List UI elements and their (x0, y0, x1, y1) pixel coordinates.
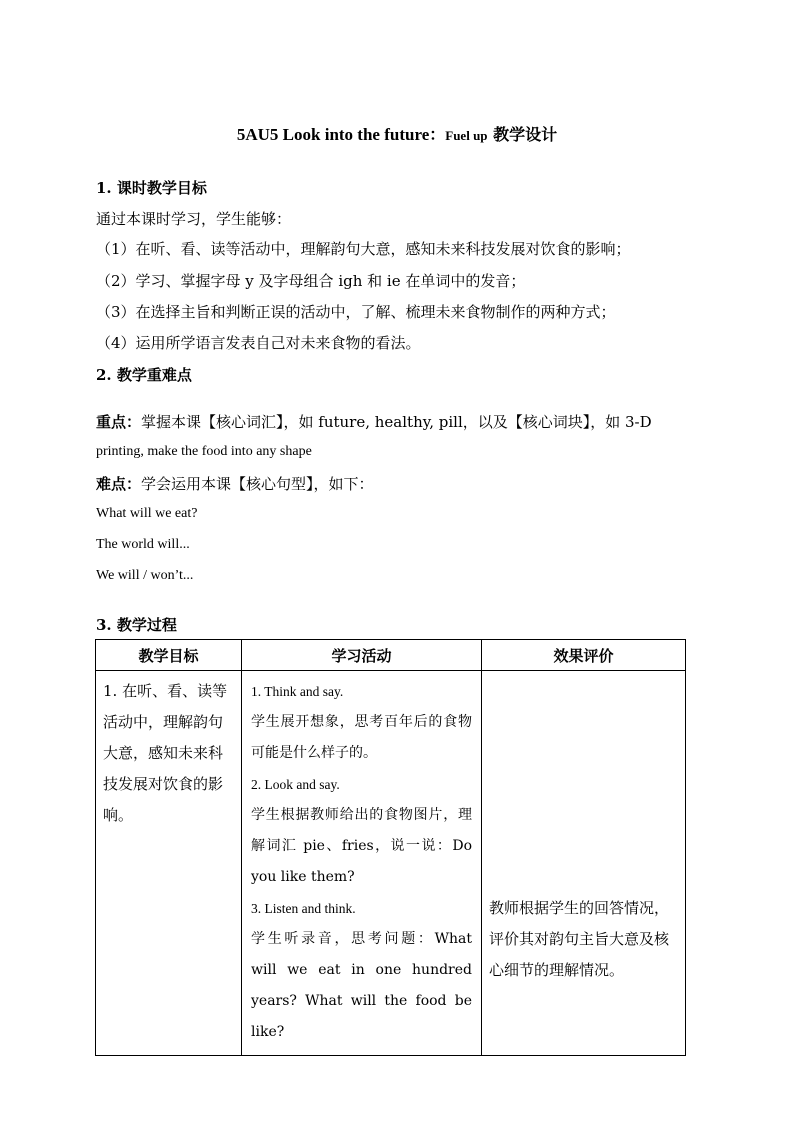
evaluation-cell (482, 671, 686, 1056)
header-activity: 学习活动 (242, 640, 482, 671)
difficulty-label: 难点： (96, 475, 142, 493)
section1-heading: 1. 课时教学目标 (96, 179, 207, 197)
activity-2-desc: 学生根据教师给出的食物图片，理解词汇 pie、fries，说一说：Do you like them? (251, 807, 472, 885)
activity-3-desc: 学生听录音，思考问题：What will we eat in one hundred years? What will the food be like? (251, 931, 472, 1040)
header-objective: 教学目标 (96, 640, 242, 671)
activity-2-title: 2. Look and say. (251, 777, 340, 792)
pattern-1: What will we eat? (96, 506, 198, 521)
section1-intro: 通过本课时学习，学生能够： (96, 210, 292, 228)
activity-cell (242, 671, 482, 1056)
activity-3-title: 3. Listen and think. (251, 901, 356, 916)
key-points-line1 (96, 411, 652, 432)
objective-cell (96, 671, 242, 1056)
activity-list (243, 672, 480, 1054)
goal-4: （4）运用所学语言发表自己对未来食物的看法。 (96, 334, 421, 352)
activity-1-desc: 学生展开想象，思考百年后的食物可能是什么样子的。 (251, 714, 472, 761)
title-subtitle: Fuel up (445, 128, 488, 143)
table-row (96, 671, 686, 1056)
section2-heading: 2. 教学重难点 (96, 366, 192, 384)
pattern-3: We will / won’t... (96, 568, 194, 583)
evaluation-text: 教师根据学生的回答情况，评价其对韵句主旨大意及核心细节的理解情况。 (489, 899, 670, 979)
goal-1: （1）在听、看、读等活动中，理解韵句大意，感知未来科技发展对饮食的影响； (96, 240, 631, 258)
title-separator: ： (429, 125, 446, 144)
section3-heading: 3. 教学过程 (96, 616, 177, 634)
document-title (0, 122, 794, 145)
pattern-2: The world will... (96, 537, 190, 552)
difficulty-text: 学会运用本课【核心句型】，如下： (141, 475, 374, 493)
key-text-1: 掌握本课【核心词汇】，如 future, healthy, pill，以及【核心词块】，如 3-D (141, 413, 652, 431)
objective-text: 1. 在听、看、读等活动中，理解韵句大意，感知未来科技发展对饮食的影响。 (103, 682, 228, 824)
key-points-line2: printing, make the food into any shape (96, 444, 312, 459)
goal-2: （2）学习、掌握字母 y 及字母组合 igh 和 ie 在单词中的发音； (96, 272, 526, 290)
difficulty-line (96, 473, 374, 494)
title-english: 5AU5 Look into the future (236, 125, 430, 144)
title-chinese: 教学设计 (487, 125, 558, 144)
key-label: 重点： (96, 413, 142, 431)
activity-1-title: 1. Think and say. (251, 684, 344, 699)
header-evaluation: 效果评价 (482, 640, 686, 671)
table-header-row (96, 640, 686, 671)
teaching-process-table (95, 639, 686, 1056)
goal-3: （3）在选择主旨和判断正误的活动中，了解、梳理未来食物制作的两种方式； (96, 303, 616, 321)
